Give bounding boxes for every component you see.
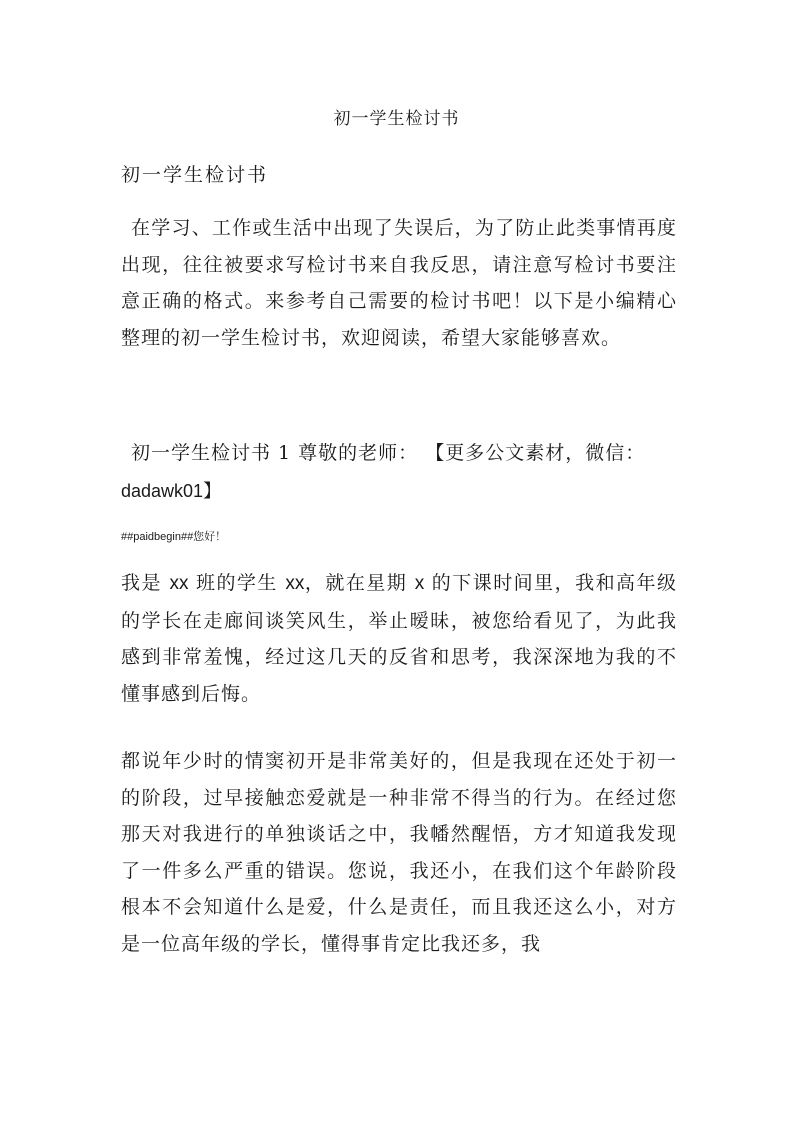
promo-id: dadawk01】 bbox=[121, 480, 222, 501]
body1-part2: 班的学生 bbox=[188, 572, 286, 594]
document-subtitle: 初一学生检讨书 bbox=[121, 164, 269, 186]
document-title: 初一学生检讨书 bbox=[333, 109, 460, 129]
letter-heading-text: 初一学生检讨书 1 尊敬的老师： bbox=[131, 442, 419, 464]
body-paragraph-1 bbox=[121, 565, 677, 712]
body1-part1: 我是 bbox=[121, 572, 170, 594]
promo-text: 【更多公文素材，微信： bbox=[425, 443, 646, 464]
paid-marker: ##paidbegin##您好！ bbox=[121, 531, 227, 543]
body1-part4: 的下课时间里，我和高年级的学长在走廊间谈笑风生，举止暧昧，被您给看见了，为此我感到非常羞愧，经过这几天的反省和思考，我深深地为我的不懂事感到后悔。 bbox=[121, 572, 677, 705]
first-letter-heading bbox=[121, 435, 677, 509]
body-paragraph-2: 都说年少时的情窦初开是非常美好的，但是我现在还处于初一的阶段，过早接触恋爱就是一种非常不得当的行为。在经过您那天对我进行的单独谈话之中，我幡然醒悟，方才知道我发现了一件多么严重的错误。您说，我还小，在我们这个年龄阶段根本不会知道什么是爱，什么是责任，而且我还这么小，对方是一位高年级的学长，懂得事肯定比我还多，我 bbox=[121, 750, 677, 955]
body1-part3: ，就在星期 bbox=[304, 572, 415, 594]
weekday: x bbox=[414, 573, 425, 594]
class-name: xx bbox=[169, 573, 189, 594]
student-name: xx bbox=[285, 573, 305, 594]
intro-paragraph: 在学习、工作或生活中出现了失误后，为了防止此类事情再度出现，往往被要求写检讨书来自我反思，请注意写检讨书要注意正确的格式。来参考自己需要的检讨书吧！以下是小编精心整理的初一学生检讨书，欢迎阅读，希望大家能够喜欢。 bbox=[121, 217, 677, 349]
